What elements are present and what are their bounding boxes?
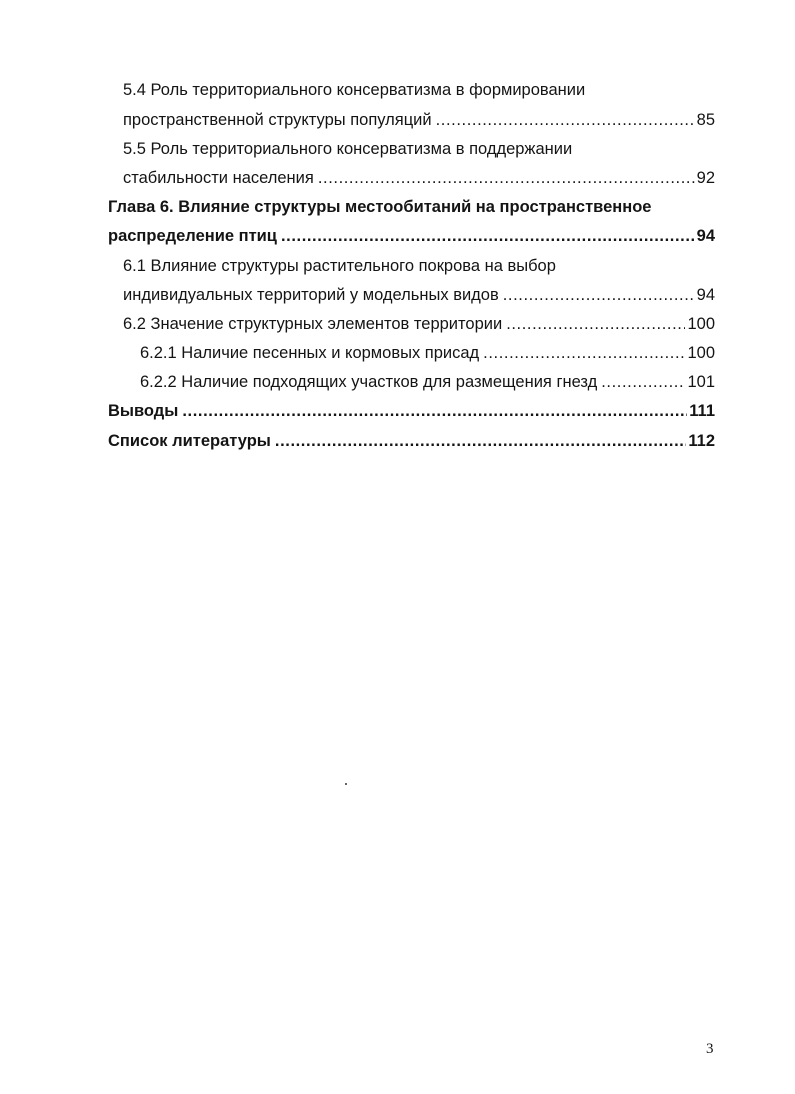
toc-entry-5-5-line-1 bbox=[123, 136, 715, 162]
toc-entry-title: 5.5 Роль территориального консерватизма в поддержании bbox=[123, 140, 573, 158]
toc-entry-6-1-line-2 bbox=[123, 282, 715, 308]
toc-entry-5-5-line-2 bbox=[123, 165, 715, 191]
toc-entry-page: 101 bbox=[687, 373, 715, 391]
dot-leader bbox=[483, 340, 685, 366]
toc-entry-title: пространственной структуры популяций bbox=[123, 111, 432, 129]
toc-entry-title: индивидуальных территорий у модельных видов bbox=[123, 286, 499, 304]
toc-entry-6-2-1 bbox=[140, 340, 715, 366]
dot-leader bbox=[281, 223, 695, 249]
toc-entry-5-4-line-1 bbox=[123, 77, 715, 103]
toc-entry-title: 6.1 Влияние структуры растительного покрова на выбор bbox=[123, 257, 556, 275]
toc-chapter-title: Глава 6. Влияние структуры местообитаний на пространственное bbox=[108, 198, 652, 216]
toc-entry-page: 111 bbox=[689, 402, 715, 420]
dot-leader bbox=[506, 311, 685, 337]
dot-leader bbox=[601, 369, 685, 395]
toc-entry-5-4-line-2 bbox=[123, 107, 715, 133]
scan-speck bbox=[345, 783, 347, 785]
toc-entry-title: 6.2.2 Наличие подходящих участков для размещения гнезд bbox=[140, 373, 598, 391]
toc-entry-title: 6.2.1 Наличие песенных и кормовых присад bbox=[140, 344, 480, 362]
toc-entry-page: 92 bbox=[696, 169, 715, 187]
toc-entry-title: 5.4 Роль территориального консерватизма в формировании bbox=[123, 81, 586, 99]
toc-entry-6-2 bbox=[123, 311, 715, 337]
toc-entry-references bbox=[108, 428, 715, 454]
toc-chapter-6-line-2 bbox=[108, 223, 715, 249]
dot-leader bbox=[318, 165, 695, 191]
dot-leader bbox=[275, 428, 686, 454]
toc-entry-title: стабильности населения bbox=[123, 169, 314, 187]
toc-entry-page: 94 bbox=[696, 227, 715, 245]
dot-leader bbox=[182, 398, 687, 424]
toc-entry-6-1-line-1 bbox=[123, 253, 715, 279]
dot-leader bbox=[503, 282, 695, 308]
toc-entry-page: 85 bbox=[696, 111, 715, 129]
toc-chapter-6-line-1 bbox=[108, 194, 715, 220]
toc-entry-page: 112 bbox=[688, 432, 715, 450]
toc-chapter-title: Выводы bbox=[108, 402, 179, 420]
toc-entry-page: 100 bbox=[687, 315, 715, 333]
toc-entry-6-2-2 bbox=[140, 369, 715, 395]
dot-leader bbox=[436, 107, 695, 133]
toc-entry-page: 100 bbox=[687, 344, 715, 362]
toc-entry-title: 6.2 Значение структурных элементов территории bbox=[123, 315, 503, 333]
toc-entry-conclusions bbox=[108, 398, 715, 424]
toc-chapter-title: распределение птиц bbox=[108, 227, 277, 245]
toc-entry-page: 94 bbox=[696, 286, 715, 304]
toc-chapter-title: Список литературы bbox=[108, 432, 271, 450]
page-number: 3 bbox=[706, 1041, 714, 1057]
